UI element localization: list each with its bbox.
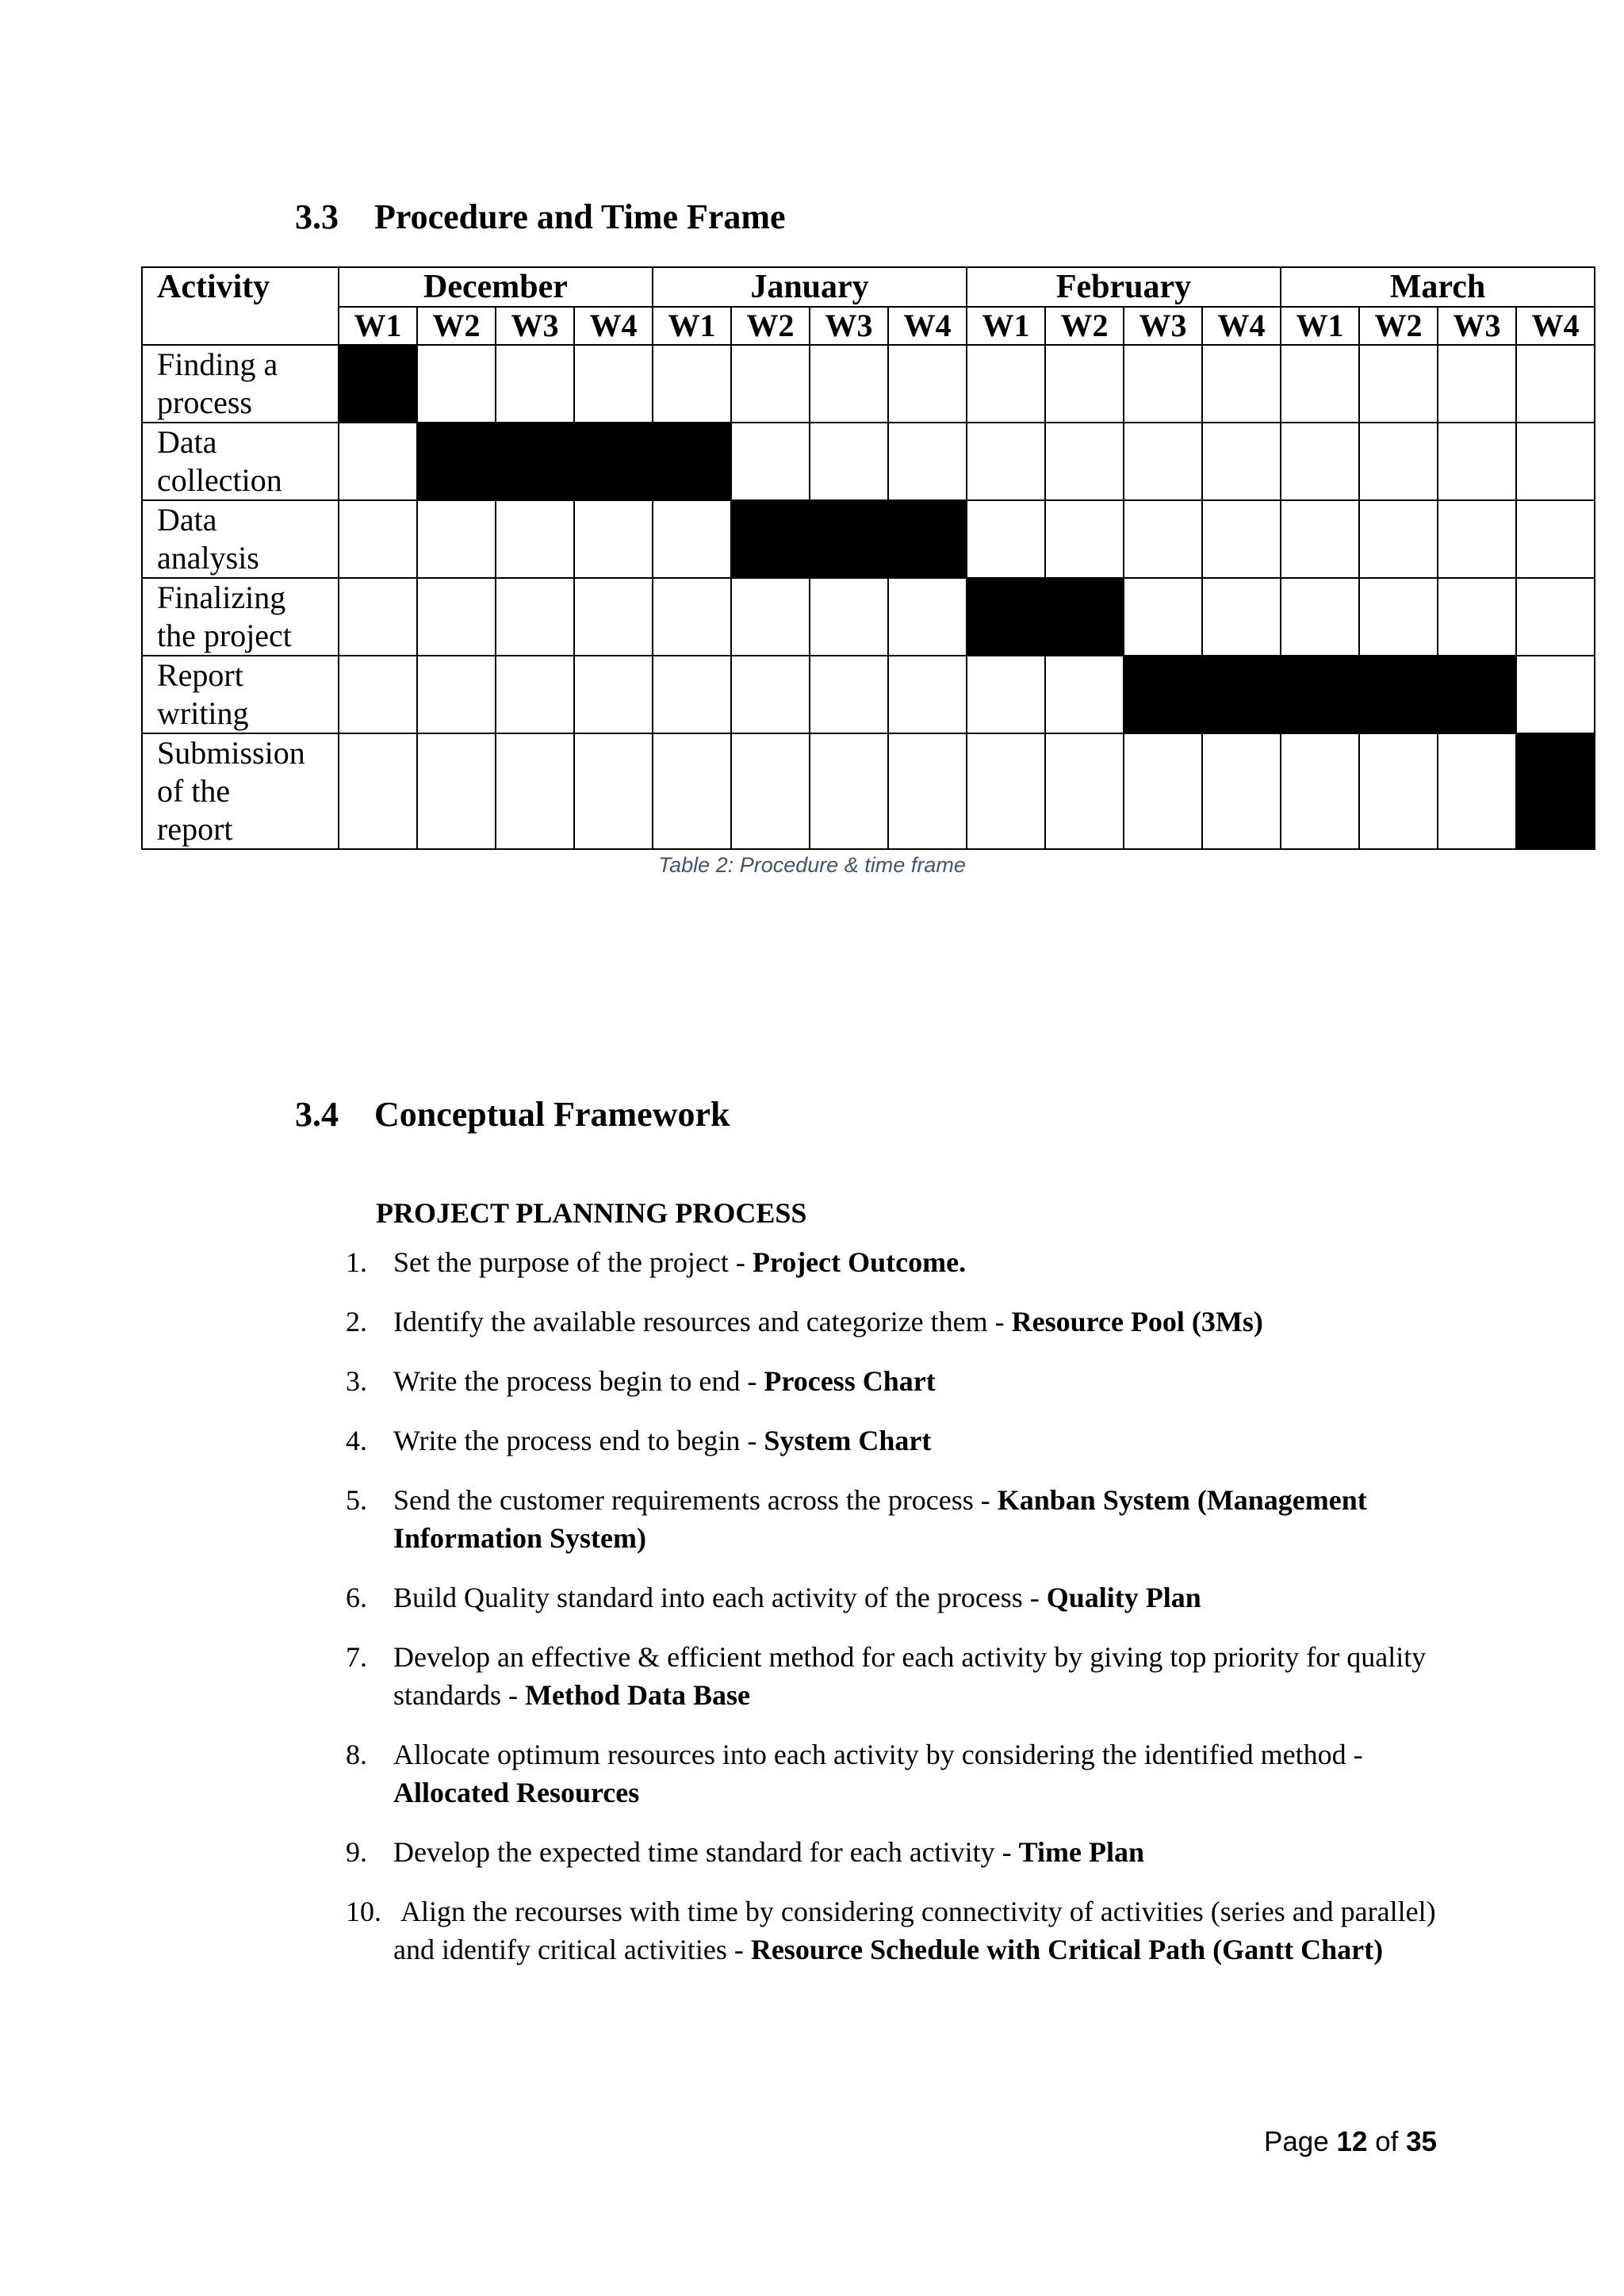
gantt-cell-empty [731, 733, 810, 849]
gantt-cell-empty [1359, 500, 1438, 578]
gantt-cell-filled [1438, 656, 1516, 733]
step-deliverable: Allocated Resources [393, 1777, 640, 1808]
gantt-cell-filled [339, 345, 417, 423]
gantt-cell-empty [1438, 345, 1516, 423]
gantt-cell-empty [967, 345, 1045, 423]
gantt-cell-empty [967, 733, 1045, 849]
activity-label-line: Finalizing [157, 580, 286, 615]
step-deliverable: Resource Pool (3Ms) [1011, 1306, 1263, 1337]
gantt-cell-filled [574, 423, 653, 500]
gantt-cell-empty [1359, 423, 1438, 500]
step-deliverable: Time Plan [1018, 1836, 1145, 1868]
gantt-cell-empty [967, 500, 1045, 578]
planning-step [346, 1362, 1440, 1400]
gantt-cell-filled [417, 423, 496, 500]
gantt-cell-empty [1202, 578, 1281, 656]
gantt-cell-empty [1045, 345, 1124, 423]
section-title: Conceptual Framework [374, 1095, 730, 1134]
step-number: 4. [346, 1425, 367, 1456]
activity-label-line: process [157, 385, 252, 420]
gantt-cell-filled [1045, 578, 1124, 656]
week-header: W2 [1045, 307, 1124, 345]
gantt-cell-empty [1202, 733, 1281, 849]
planning-step [346, 1578, 1440, 1617]
month-header: March [1281, 267, 1595, 307]
gantt-cell-empty [653, 500, 731, 578]
activity-row [142, 423, 1595, 500]
planning-step [346, 1735, 1440, 1812]
activity-label-line: writing [157, 695, 249, 731]
step-text: Send the customer requirements across the process - [393, 1484, 998, 1516]
gantt-cell-empty [1124, 500, 1202, 578]
week-header: W4 [574, 307, 653, 345]
planning-step [346, 1638, 1440, 1714]
step-text: Allocate optimum resources into each activity by considering the identified method - [393, 1739, 1370, 1770]
gantt-cell-empty [1281, 578, 1359, 656]
week-header: W3 [1124, 307, 1202, 345]
activity-label-line: the project [157, 618, 292, 653]
month-header-row [142, 267, 1595, 307]
gantt-cell-filled [653, 423, 731, 500]
gantt-cell-empty [888, 423, 967, 500]
activity-label [142, 578, 339, 656]
gantt-table [141, 266, 1595, 850]
gantt-cell-empty [967, 423, 1045, 500]
section-title: Procedure and Time Frame [374, 197, 786, 236]
activity-header: Activity [142, 267, 339, 345]
step-text: Build Quality standard into each activity of the process - [393, 1582, 1047, 1613]
step-number: 5. [346, 1484, 367, 1516]
gantt-cell-empty [1438, 733, 1516, 849]
gantt-cell-filled [888, 500, 967, 578]
planning-step [346, 1243, 1440, 1281]
gantt-cell-empty [1516, 578, 1595, 656]
gantt-cell-empty [1045, 423, 1124, 500]
step-deliverable: Process Chart [764, 1365, 936, 1397]
gantt-cell-empty [1359, 578, 1438, 656]
gantt-cell-empty [1359, 345, 1438, 423]
gantt-cell-empty [1438, 423, 1516, 500]
week-header: W1 [1281, 307, 1359, 345]
activity-label [142, 500, 339, 578]
planning-steps-list [346, 1243, 1443, 1990]
gantt-cell-empty [810, 423, 888, 500]
gantt-cell-empty [1516, 345, 1595, 423]
week-header: W4 [1202, 307, 1281, 345]
week-header: W3 [1438, 307, 1516, 345]
gantt-cell-empty [888, 345, 967, 423]
process-title: PROJECT PLANNING PROCESS [376, 1197, 807, 1229]
gantt-cell-filled [967, 578, 1045, 656]
section-3-3-heading [295, 197, 786, 238]
activity-label-line: analysis [157, 540, 259, 576]
gantt-cell-empty [339, 733, 417, 849]
step-text: Write the process end to begin - [393, 1425, 764, 1456]
gantt-cell-empty [888, 656, 967, 733]
gantt-cell-empty [810, 578, 888, 656]
step-number: 3. [346, 1365, 367, 1397]
gantt-cell-empty [574, 733, 653, 849]
gantt-cell-empty [653, 578, 731, 656]
gantt-cell-filled [1516, 733, 1595, 849]
planning-step [346, 1833, 1440, 1871]
step-deliverable: System Chart [764, 1425, 932, 1456]
gantt-cell-empty [496, 345, 574, 423]
activity-row [142, 656, 1595, 733]
gantt-cell-empty [1202, 423, 1281, 500]
step-deliverable: Resource Schedule with Critical Path (Gantt Chart) [750, 1934, 1384, 1965]
step-text: Set the purpose of the project - [393, 1246, 753, 1278]
page-of: of [1375, 2126, 1399, 2157]
gantt-cell-empty [1516, 500, 1595, 578]
week-header: W4 [888, 307, 967, 345]
gantt-cell-empty [1359, 733, 1438, 849]
week-header-row [142, 307, 1595, 345]
gantt-cell-empty [496, 578, 574, 656]
gantt-cell-empty [574, 500, 653, 578]
gantt-cell-empty [1124, 423, 1202, 500]
gantt-cell-empty [1124, 578, 1202, 656]
gantt-cell-empty [574, 578, 653, 656]
page-number [1264, 2126, 1437, 2158]
gantt-cell-empty [417, 500, 496, 578]
activity-row [142, 578, 1595, 656]
week-header: W1 [653, 307, 731, 345]
gantt-cell-empty [339, 656, 417, 733]
activity-label [142, 733, 339, 849]
gantt-cell-empty [731, 578, 810, 656]
step-text: Identify the available resources and categorize them - [393, 1306, 1012, 1337]
gantt-cell-filled [1359, 656, 1438, 733]
gantt-cell-empty [339, 578, 417, 656]
gantt-cell-empty [1045, 733, 1124, 849]
step-deliverable: Method Data Base [524, 1679, 750, 1711]
activity-label [142, 656, 339, 733]
activity-label-line: Report [157, 657, 243, 693]
activity-label-line: report [157, 811, 233, 847]
month-header: December [339, 267, 653, 307]
step-text: Align the recourses with time by considering connectivity of activities (series and parallel) and identify critical activities - [393, 1896, 1443, 1965]
gantt-cell-empty [653, 733, 731, 849]
gantt-cell-empty [888, 578, 967, 656]
gantt-cell-empty [1124, 345, 1202, 423]
step-number: 6. [346, 1582, 367, 1613]
step-deliverable: Project Outcome. [752, 1246, 967, 1278]
gantt-cell-empty [810, 656, 888, 733]
gantt-cell-empty [888, 733, 967, 849]
gantt-cell-empty [967, 656, 1045, 733]
gantt-cell-empty [339, 423, 417, 500]
gantt-cell-empty [339, 500, 417, 578]
section-3-4-heading [295, 1094, 730, 1135]
week-header: W2 [417, 307, 496, 345]
gantt-cell-empty [417, 345, 496, 423]
activity-label-line: Submission [157, 735, 305, 771]
week-header: W2 [1359, 307, 1438, 345]
month-header: February [967, 267, 1281, 307]
gantt-cell-empty [810, 345, 888, 423]
gantt-cell-filled [810, 500, 888, 578]
section-number: 3.4 [295, 1095, 339, 1134]
gantt-cell-empty [1438, 578, 1516, 656]
gantt-cell-empty [653, 656, 731, 733]
activity-label-line: Data [157, 502, 217, 538]
week-header: W1 [339, 307, 417, 345]
gantt-cell-empty [417, 733, 496, 849]
gantt-cell-empty [1516, 423, 1595, 500]
page-total: 35 [1406, 2126, 1438, 2157]
gantt-cell-filled [1124, 656, 1202, 733]
step-number: 10. [346, 1896, 381, 1927]
week-header: W4 [1516, 307, 1595, 345]
section-number: 3.3 [295, 197, 339, 236]
week-header: W2 [731, 307, 810, 345]
activity-label-line: of the [157, 773, 231, 809]
gantt-cell-empty [731, 656, 810, 733]
step-text: Write the process begin to end - [393, 1365, 764, 1397]
gantt-cell-empty [574, 345, 653, 423]
gantt-cell-empty [496, 500, 574, 578]
gantt-cell-empty [574, 656, 653, 733]
gantt-cell-empty [496, 733, 574, 849]
planning-step [346, 1303, 1440, 1341]
planning-step [346, 1481, 1440, 1557]
gantt-cell-empty [810, 733, 888, 849]
gantt-cell-empty [1516, 656, 1595, 733]
step-deliverable: Quality Plan [1046, 1582, 1201, 1613]
activity-row [142, 500, 1595, 578]
gantt-cell-empty [1281, 500, 1359, 578]
step-number: 2. [346, 1306, 367, 1337]
gantt-cell-empty [1202, 500, 1281, 578]
planning-step [346, 1422, 1440, 1460]
activity-label [142, 345, 339, 423]
table-caption: Table 2: Procedure & time frame [658, 853, 966, 877]
gantt-cell-empty [1281, 345, 1359, 423]
gantt-cell-empty [1438, 500, 1516, 578]
gantt-cell-empty [653, 345, 731, 423]
gantt-cell-empty [496, 656, 574, 733]
activity-label-line: Data [157, 424, 217, 460]
page-current: 12 [1336, 2126, 1368, 2157]
activity-label-line: Finding a [157, 346, 278, 382]
gantt-cell-empty [417, 656, 496, 733]
step-number: 8. [346, 1739, 367, 1770]
step-text: Develop the expected time standard for each activity - [393, 1836, 1019, 1868]
month-header: January [653, 267, 967, 307]
activity-label-line: collection [157, 462, 282, 498]
step-number: 7. [346, 1641, 367, 1673]
gantt-cell-filled [731, 500, 810, 578]
planning-step [346, 1892, 1443, 1969]
activity-row [142, 345, 1595, 423]
step-number: 9. [346, 1836, 367, 1868]
gantt-cell-empty [1202, 345, 1281, 423]
week-header: W3 [810, 307, 888, 345]
gantt-cell-empty [1124, 733, 1202, 849]
gantt-cell-filled [496, 423, 574, 500]
gantt-cell-empty [1281, 733, 1359, 849]
step-text: Develop an effective & efficient method for each activity by giving top priority for quality standards - [393, 1641, 1434, 1711]
gantt-cell-empty [1045, 500, 1124, 578]
gantt-cell-filled [1202, 656, 1281, 733]
gantt-cell-empty [731, 423, 810, 500]
gantt-cell-empty [417, 578, 496, 656]
gantt-cell-empty [1281, 423, 1359, 500]
gantt-cell-empty [1045, 656, 1124, 733]
gantt-cell-empty [731, 345, 810, 423]
step-deliverable: Kanban System (Management Information System) [393, 1484, 1367, 1554]
week-header: W1 [967, 307, 1045, 345]
page-prefix: Page [1264, 2126, 1329, 2157]
week-header: W3 [496, 307, 574, 345]
activity-label [142, 423, 339, 500]
activity-row [142, 733, 1595, 849]
step-number: 1. [346, 1246, 367, 1278]
gantt-cell-filled [1281, 656, 1359, 733]
